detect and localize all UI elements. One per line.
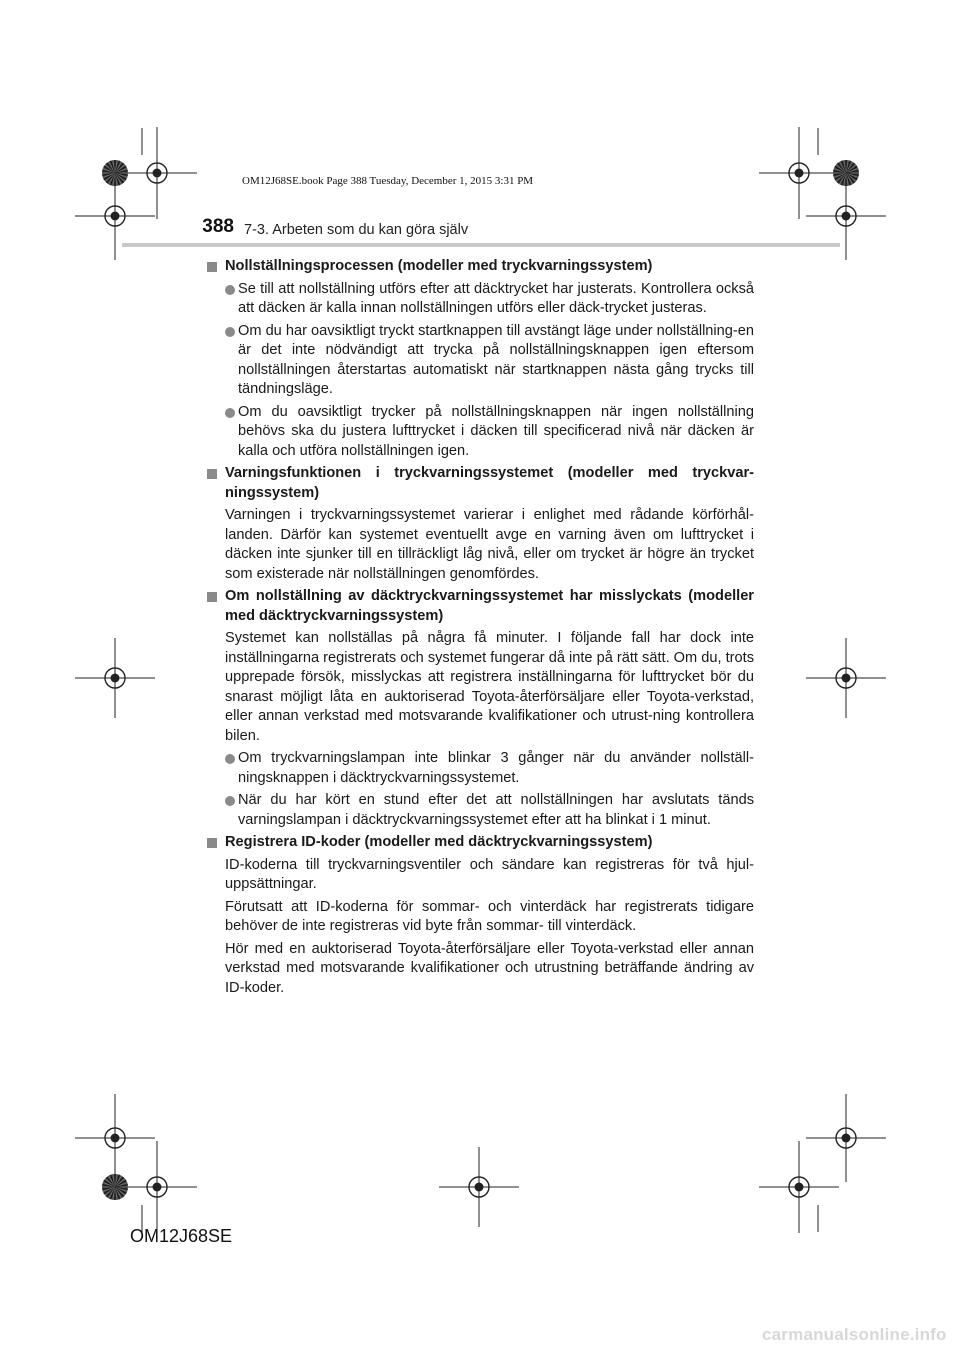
square-bullet-icon <box>207 592 217 602</box>
square-bullet-icon <box>207 262 217 272</box>
list-item-text: Se till att nollställning utförs efter att däcktrycket har justerats. Kontrollera också att däcken är kalla innan nollställningen utförs eller däck-trycket justeras. <box>238 280 754 316</box>
list-item <box>206 322 754 400</box>
crosshair-center <box>111 674 120 683</box>
crosshair-center <box>842 674 851 683</box>
paragraph: ID-koderna till tryckvarningsventiler och sändare kan registreras för två hjul-uppsättningar. <box>225 856 754 892</box>
square-bullet-icon <box>207 469 217 479</box>
paragraph: Förutsatt att ID-koderna för sommar- och vinterdäck har registrerats tidigare behöver de inte registreras vid byte från sommar- till vinterdäck. <box>225 898 754 934</box>
model-code: OM12J68SE <box>130 1226 233 1246</box>
heading-text: Nollställningsprocessen (modeller med tryckvarningssystem) <box>225 258 653 274</box>
page-content <box>206 254 754 998</box>
heading-text: Registrera ID-koder (modeller med däcktryckvarningssystem) <box>225 834 653 850</box>
crosshair-center <box>842 212 851 221</box>
heading-text: Varningsfunktionen i tryckvarningssystemet (modeller med tryckvar-ningssystem) <box>225 465 754 501</box>
round-bullet-icon <box>225 285 235 295</box>
crosshair-center <box>153 169 162 178</box>
round-bullet-icon <box>225 796 235 806</box>
section-heading <box>206 257 754 277</box>
heading-text: Om nollställning av däcktryckvarningssystemet har misslyckats (modeller med däcktryckvarningssystem) <box>225 588 754 624</box>
starburst-target-bottom-left <box>102 1174 128 1200</box>
list-item <box>206 749 754 788</box>
list-item-text: När du har kört en stund efter det att nollställningen har avslutats tänds varningslampan i däcktryckvarningssystemet efter att ha blinkat i 1 minut. <box>238 792 754 828</box>
list-item <box>206 791 754 830</box>
round-bullet-icon <box>225 408 235 418</box>
page-number: 388 <box>202 216 234 237</box>
crosshair-center <box>795 1183 804 1192</box>
starburst-target-top-right <box>833 160 859 186</box>
paragraph: Varningen i tryckvarningssystemet varierar i enlighet med rådande körförhål-landen. Därför kan systemet eventuellt avge en varning även om lufttrycket i däcken inte sjunker till en tillräckligt låg nivå, eller om trycket är högre än trycket som existerade när nollställningen genomfördes. <box>225 507 754 582</box>
section-heading <box>206 464 754 503</box>
list-item <box>206 280 754 319</box>
list-item <box>206 403 754 462</box>
starburst-target-top-left <box>102 160 128 186</box>
crosshair-center <box>153 1183 162 1192</box>
section-title: 7-3. Arbeten som du kan göra själv <box>244 222 469 238</box>
watermark: carmanualsonline.info <box>762 1325 947 1344</box>
section-heading <box>206 833 754 853</box>
crosshair-center <box>475 1183 484 1192</box>
header-divider-bar <box>122 243 840 247</box>
section-heading <box>206 587 754 626</box>
round-bullet-icon <box>225 327 235 337</box>
crosshair-center <box>842 1134 851 1143</box>
crosshair-center <box>111 1134 120 1143</box>
paragraph: Hör med en auktoriserad Toyota-återförsäljare eller Toyota-verkstad eller annan verkstad med motsvarande kvalifikationer och utrustning beträffande ändring av ID-koder. <box>225 940 754 996</box>
square-bullet-icon <box>207 838 217 848</box>
book-info-line: OM12J68SE.book Page 388 Tuesday, December 1, 2015 3:31 PM <box>242 175 534 187</box>
round-bullet-icon <box>225 754 235 764</box>
crosshair-center <box>111 212 120 221</box>
list-item-text: Om du oavsiktligt trycker på nollställningsknappen när ingen nollställning behövs ska du justera lufttrycket i däcken till specificerad nivå när däcken är kalla och utföra nollställningen igen. <box>238 403 754 459</box>
list-item-text: Om du har oavsiktligt tryckt startknappen till avstängt läge under nollställning-en är det inte nödvändigt att trycka på nollställningsknappen igen eftersom nollställningen återstartas automatiskt när startknappen nästa gång trycks till tändningsläge. <box>238 322 754 397</box>
crosshair-center <box>795 169 804 178</box>
paragraph: Systemet kan nollställas på några få minuter. I följande fall har dock inte inställningarna registrerats och systemet fungerar då inte på rätt sätt. Om du, trots upprepade försök, misslyckas att registrera inställningarna för lufttrycket bör du snarast möjligt låta en auktoriserad Toyota-återförsäljare eller Toyota-verkstad, eller annan verkstad med motsvarande kvalifikationer och utrust-ning kontrollera bilen. <box>225 630 754 744</box>
list-item-text: Om tryckvarningslampan inte blinkar 3 gånger när du använder nollställ-ningsknappen i däcktryckvarningssystemet. <box>238 750 754 786</box>
